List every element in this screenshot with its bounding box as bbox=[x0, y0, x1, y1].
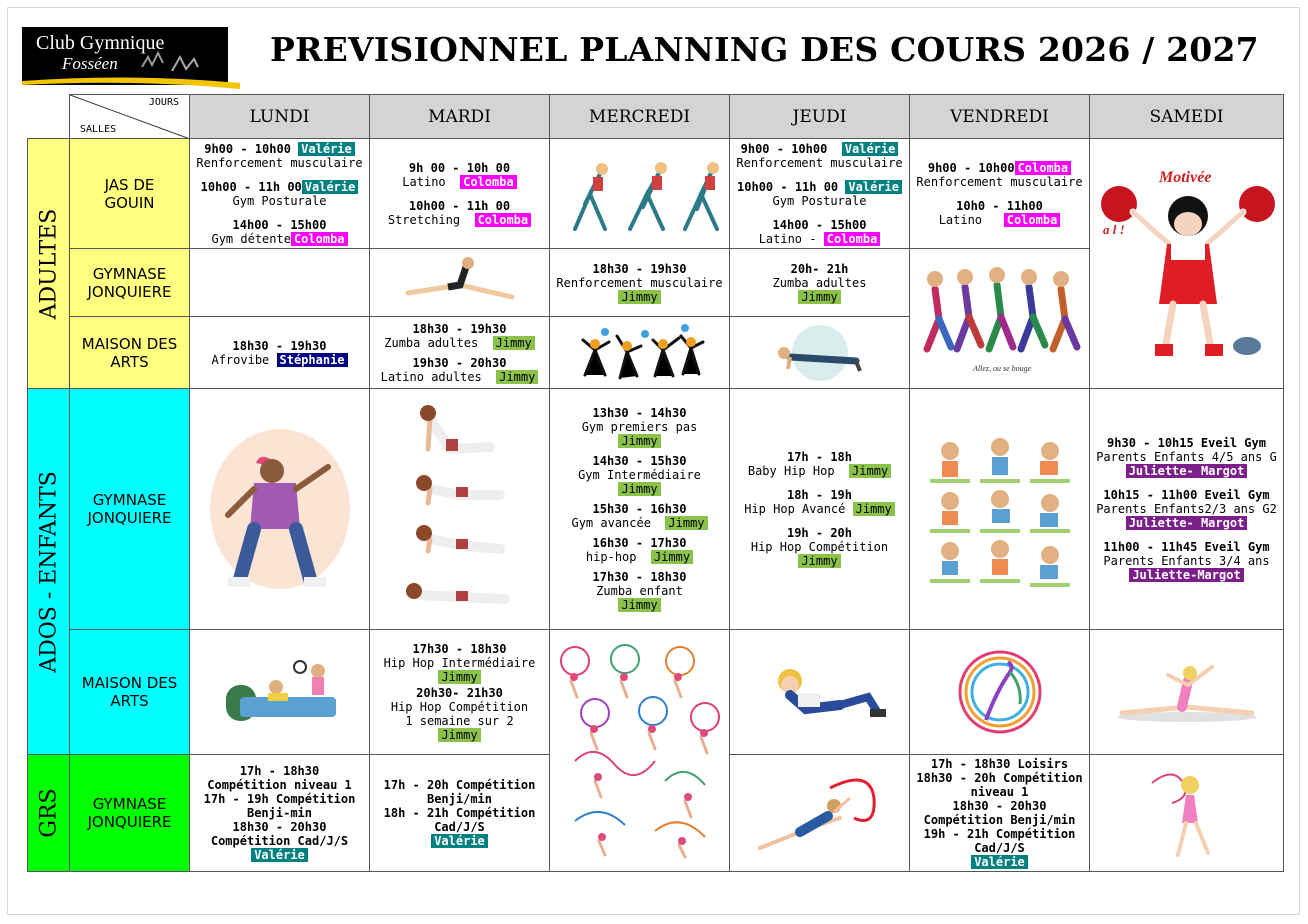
cell-ados-jonq-vendredi bbox=[910, 389, 1090, 630]
salle-maison-des-arts: MAISON DES ARTS bbox=[70, 317, 190, 389]
cell-adult-maison-jeudi bbox=[730, 317, 910, 389]
schedule-table bbox=[27, 94, 1284, 872]
cell-ados-maison-samedi bbox=[1090, 630, 1284, 755]
cell-ados-jonq-samedi: 9h30 - 10h15 Eveil Gym Parents Enfants 4/5 ans G Juliette- Margot 10h15 - 11h00 Eveil Gym Parents Enfants2/3 ans G2 Juliette- Margot 11h00 - 11h45 Eveil Gym Parents Enfants 3/4 ans Juliette-Margot bbox=[1090, 389, 1284, 630]
logo-line2: Fosséen bbox=[62, 54, 118, 73]
cell-adult-jonq-mercredi: 18h30 - 19h30 Renforcement musculaire Jimmy bbox=[550, 249, 730, 317]
ribbon-gymnast-illustration bbox=[750, 768, 890, 858]
ribbon-girl-illustration bbox=[1142, 763, 1232, 863]
dancers-silhouettes-illustration bbox=[575, 320, 705, 386]
cell-ados-jonq-lundi bbox=[190, 389, 370, 630]
cell-grs-jeudi bbox=[730, 755, 910, 872]
plank-exercise-illustration bbox=[760, 323, 880, 383]
ribbon-dancer-logo bbox=[950, 642, 1050, 742]
row-adultes-jas bbox=[28, 139, 1284, 249]
cell-jas-mercredi bbox=[550, 139, 730, 249]
cell-grs-vendredi: 17h - 18h30 Loisirs 18h30 - 20h Compétition niveau 1 18h30 - 20h30 Compétition Benji/min 19h - 21h Compétition Cad/J/S Valérie bbox=[910, 755, 1090, 872]
split-leap-illustration bbox=[400, 255, 520, 310]
svg-text:Allez, ou se bouge: Allez, ou se bouge bbox=[972, 363, 1031, 373]
cell-jas-vendredi: 9h00 - 10h00 Colomba Renforcement musculaire 10h0 - 11h00 Latino Colomba bbox=[910, 139, 1090, 249]
salle-maison-des-arts-ados: MAISON DES ARTS bbox=[70, 630, 190, 755]
cell-grs-lundi: 17h - 18h30 Compétition niveau 1 17h - 19h Compétition Benji-min 18h30 - 20h30 Compétition Cad/J/S Valérie bbox=[190, 755, 370, 872]
group-adultes: ADULTES bbox=[28, 139, 70, 389]
cell-ados-maison-vendredi bbox=[910, 630, 1090, 755]
rhythmic-gymnastics-illustration bbox=[555, 641, 725, 861]
cheerleader-illustration bbox=[1097, 154, 1277, 374]
cell-adultes-samedi bbox=[1090, 139, 1284, 389]
day-mercredi: MERCREDI bbox=[550, 95, 730, 139]
cell-ados-maison-mardi: 17h30 - 18h30 Hip Hop Intermédiaire Jimmy 20h30- 21h30 Hip Hop Compétition 1 semaine sur 2 Jimmy bbox=[370, 630, 550, 755]
kids-gym-mat-illustration bbox=[220, 657, 340, 727]
salle-gymnase-jonquiere: GYMNASE JONQUIERE bbox=[70, 249, 190, 317]
day-samedi: SAMEDI bbox=[1090, 95, 1284, 139]
row-ados-maison bbox=[28, 630, 1284, 755]
svg-text:a l !: a l ! bbox=[1102, 221, 1125, 237]
header-row bbox=[28, 95, 1284, 139]
cell-jas-mardi: 9h 00 - 10h 00 Latino Colomba 10h00 - 11h 00 Stretching Colomba bbox=[370, 139, 550, 249]
cell-adult-jonq-lundi bbox=[190, 249, 370, 317]
page-title: PREVISIONNEL PLANNING DES COURS 2026 / 2027 bbox=[270, 30, 1259, 69]
hiphop-girl-illustration bbox=[200, 419, 360, 599]
logo-line1: Club Gymnique bbox=[36, 32, 165, 54]
day-vendredi: VENDREDI bbox=[910, 95, 1090, 139]
cell-ados-maison-jeudi bbox=[730, 630, 910, 755]
cell-grs-mardi: 17h - 20h Compétition Benji/min 18h - 21h Compétition Cad/J/S Valérie bbox=[370, 755, 550, 872]
dancing-group-illustration bbox=[915, 259, 1085, 379]
cell-jas-lundi: 9h00 - 10h00 Valérie Renforcement musculaire 10h00 - 11h 00 Valérie Gym Posturale 14h00 - 15h00 Gym détente Colomba bbox=[190, 139, 370, 249]
pushup-sequence-illustration bbox=[390, 399, 530, 619]
jours-label: JOURS bbox=[148, 97, 179, 108]
cell-jas-jeudi: 9h00 - 10h00 Valérie Renforcement musculaire 10h00 - 11h 00 Valérie Gym Posturale 14h00 - 15h00 Latino - Colomba bbox=[730, 139, 910, 249]
row-ados-jonquiere bbox=[28, 389, 1284, 630]
group-grs: GRS bbox=[28, 755, 70, 872]
salle-gymnase-jonquiere-grs: GYMNASE JONQUIERE bbox=[70, 755, 190, 872]
corner-cell bbox=[70, 95, 190, 139]
stretching-women-illustration bbox=[555, 149, 725, 239]
salle-gymnase-jonquiere-ados: GYMNASE JONQUIERE bbox=[70, 389, 190, 630]
club-logo bbox=[22, 27, 240, 89]
cell-adult-vendredi-img bbox=[910, 249, 1090, 389]
cell-ados-jonq-mercredi: 13h30 - 14h30 Gym premiers pas Jimmy 14h30 - 15h30 Gym Intermédiaire Jimmy 15h30 - 16h30 Gym avancée Jimmy 16h30 - 17h30 hip-hop Jimmy 17h30 - 18h30 Zumba enfant Jimmy bbox=[550, 389, 730, 630]
group-ados-enfants: ADOS - ENFANTS bbox=[28, 389, 70, 755]
day-mardi: MARDI bbox=[370, 95, 550, 139]
svg-text:Motivée: Motivée bbox=[1158, 168, 1211, 186]
cell-adult-maison-mercredi bbox=[550, 317, 730, 389]
cell-grs-samedi bbox=[1090, 755, 1284, 872]
cell-ados-mercredi-img bbox=[550, 630, 730, 872]
salle-jas-de-gouin: JAS DE GOUIN bbox=[70, 139, 190, 249]
cell-adult-jonq-jeudi: 20h- 21h Zumba adultes Jimmy bbox=[730, 249, 910, 317]
cell-ados-jonq-mardi bbox=[370, 389, 550, 630]
cell-adult-jonq-mardi bbox=[370, 249, 550, 317]
split-gymnast-illustration bbox=[1112, 657, 1262, 727]
cell-ados-jonq-jeudi: 17h - 18h Baby Hip Hop Jimmy 18h - 19h Hip Hop Avancé Jimmy 19h - 20h Hip Hop Compétition Jimmy bbox=[730, 389, 910, 630]
cell-adult-maison-lundi: 18h30 - 19h30 Afrovibe Stéphanie bbox=[190, 317, 370, 389]
salles-label: SALLES bbox=[80, 124, 117, 135]
cell-ados-maison-lundi bbox=[190, 630, 370, 755]
situp-boy-illustration bbox=[750, 657, 890, 727]
cell-adult-maison-mardi: 18h30 - 19h30 Zumba adultes Jimmy 19h30 - 20h30 Latino adultes Jimmy bbox=[370, 317, 550, 389]
day-lundi: LUNDI bbox=[190, 95, 370, 139]
kids-yoga-illustration bbox=[920, 429, 1080, 589]
day-jeudi: JEUDI bbox=[730, 95, 910, 139]
